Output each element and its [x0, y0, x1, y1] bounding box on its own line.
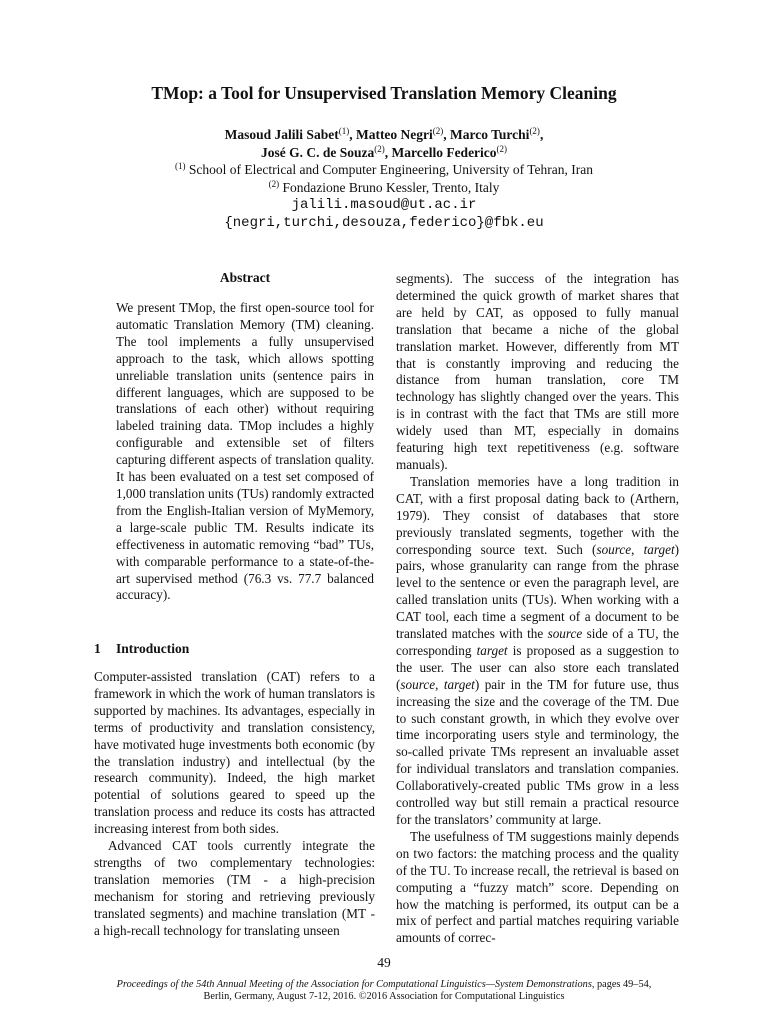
paper-title: TMop: a Tool for Unsupervised Translation Memory Cleaning [151, 83, 617, 103]
footer-pages: , pages 49–54, [591, 979, 652, 990]
italic-term: source [547, 626, 583, 642]
author-name: José G. C. de Souza [260, 145, 375, 160]
affiliation-1 [0, 161, 768, 179]
italic-term: target [476, 642, 508, 658]
author-line-2 [0, 143, 768, 163]
italic-term: target [643, 541, 675, 557]
author-name: , Marcello Federico [384, 145, 497, 160]
paragraph [396, 474, 679, 829]
email-2: {negri,turchi,desouza,federico}@fbk.eu [224, 215, 544, 231]
text-run: ) pairs, whose granularity can range from the phrase level to the sentence or even the paragraph level, are called translation units (TUs). When working with a CAT tool, each time a segment of a document to be translated matches with the [396, 541, 680, 642]
section-number: 1 [94, 641, 101, 656]
text-run: ) pair in the TM for future use, thus increasing the size and the coverage of the TM. Due to such constant growth, in which they evolve over time incorporating users style and terminology, the so-called private TMs represent an invaluable asset for individual translators and translation companies. Collaboratively-created public TMs grow in a less controlled way but still remain a practical resource for the translators’ community at large. [396, 676, 679, 827]
author-affiliation-mark: (2) [432, 126, 444, 136]
affiliation-text: School of Electrical and Computer Engineering, University of Tehran, Iran [185, 162, 593, 177]
italic-term: target [443, 676, 475, 692]
author-affiliation-mark: (2) [496, 144, 508, 154]
author-name: , Marco Turchi [443, 127, 530, 142]
author-name: , Matteo Negri [349, 127, 433, 142]
section-heading-introduction [94, 641, 189, 657]
author-line-1 [0, 125, 768, 145]
text-run: , [631, 541, 644, 557]
text-run: side of a TU, the corresponding [396, 626, 679, 658]
author-separator: , [539, 127, 544, 142]
author-affiliation-mark: (1) [338, 126, 350, 136]
abstract-body [116, 300, 374, 604]
affiliation-mark: (1) [175, 161, 186, 171]
footer-location-copyright: Berlin, Germany, August 7-12, 2016. ©2016 Association for Computational Linguistics [203, 991, 565, 1002]
footer-proceedings [0, 979, 768, 991]
introduction-body [94, 669, 375, 940]
author-affiliation-mark: (2) [529, 126, 540, 136]
italic-term: source [400, 676, 436, 692]
footer-venue: Proceedings of the 54th Annual Meeting of the Association for Computational Linguistics—System Demonstrations [116, 979, 592, 990]
paragraph: Advanced CAT tools currently integrate the strengths of two complementary technologies: translation memories (TM - a high-precision mechanism for storing and retrieving previously translated segments) and machine translation (MT - a high-recall technology for translating unseen [94, 838, 375, 938]
right-column-body [396, 271, 679, 947]
page-number: 49 [377, 955, 391, 970]
author-name: Masoud Jalili Sabet [224, 127, 339, 142]
affiliation-mark: (2) [268, 179, 280, 189]
paragraph: segments). The success of the integration has determined the quick growth of market shares that are held by CAT, as opposed to fully manual translation that became a niche of the global translation market. However, differently from MT that is constantly improving and reducing the distance from human translation, core TM technology has slightly changed over the years. This is in contrast with the fact that TMs are still more widely used than MT, especially in domains featuring high text repetitiveness (e.g. software manuals). [396, 271, 679, 472]
paragraph: The usefulness of TM suggestions mainly depends on two factors: the matching process and the quality of the TU. To increase recall, the retrieval is based on computing a “fuzzy match” score. Depending on how the matching is performed, its output can be a mix of perfect and partial matches requiring variable amounts of correc- [396, 828, 679, 946]
abstract-heading: Abstract [219, 270, 271, 285]
text-run: , [435, 676, 444, 692]
text-run: is proposed as a suggestion to the user. The user can also store each translated ( [396, 642, 679, 692]
paragraph: Computer-assisted translation (CAT) refers to a framework in which the work of human translators is supported by machines. Its advantages, especially in terms of productivity and translation consistency, have motivated huge investments both economic (by the translation industry) and intellectual (by the research community). Indeed, the high market potential of solutions geared to speed up the translation process and reduce its costs has attracted increasing interest from both sides. [94, 669, 375, 837]
abstract-text: We present TMop, the first open-source tool for automatic Translation Memory (TM) cleaning. The tool implements a fully unsupervised approach to the task, which allows spotting unreliable translation units (sentence pairs in different languages, which are supposed to be translations of each other) without requiring labeled training data. TMop includes a highly configurable and extensible set of filters capturing different aspects of translation quality. It has been evaluated on a test set composed of 1,000 translation units (TUs) randomly extracted from the English-Italian version of MyMemory, a large-scale public TM. Results indicate its effectiveness in automatic removing “bad” TUs, with comparable performance to a state-of-the-art supervised method (76.3 vs. 77.7 balanced accuracy). [116, 300, 374, 603]
email-1: jalili.masoud@ut.ac.ir [291, 197, 477, 213]
affiliation-text: Fondazione Bruno Kessler, Trento, Italy [279, 180, 500, 195]
text-run: Translation memories have a long tradition in CAT, with a first proposal dating back to (Arthern, 1979). They consist of databases that store previously translated segments, together with the corresponding source text. Such ( [396, 473, 679, 557]
section-title: Introduction [116, 641, 190, 656]
author-affiliation-mark: (2) [374, 144, 385, 154]
italic-term: source [596, 541, 632, 557]
